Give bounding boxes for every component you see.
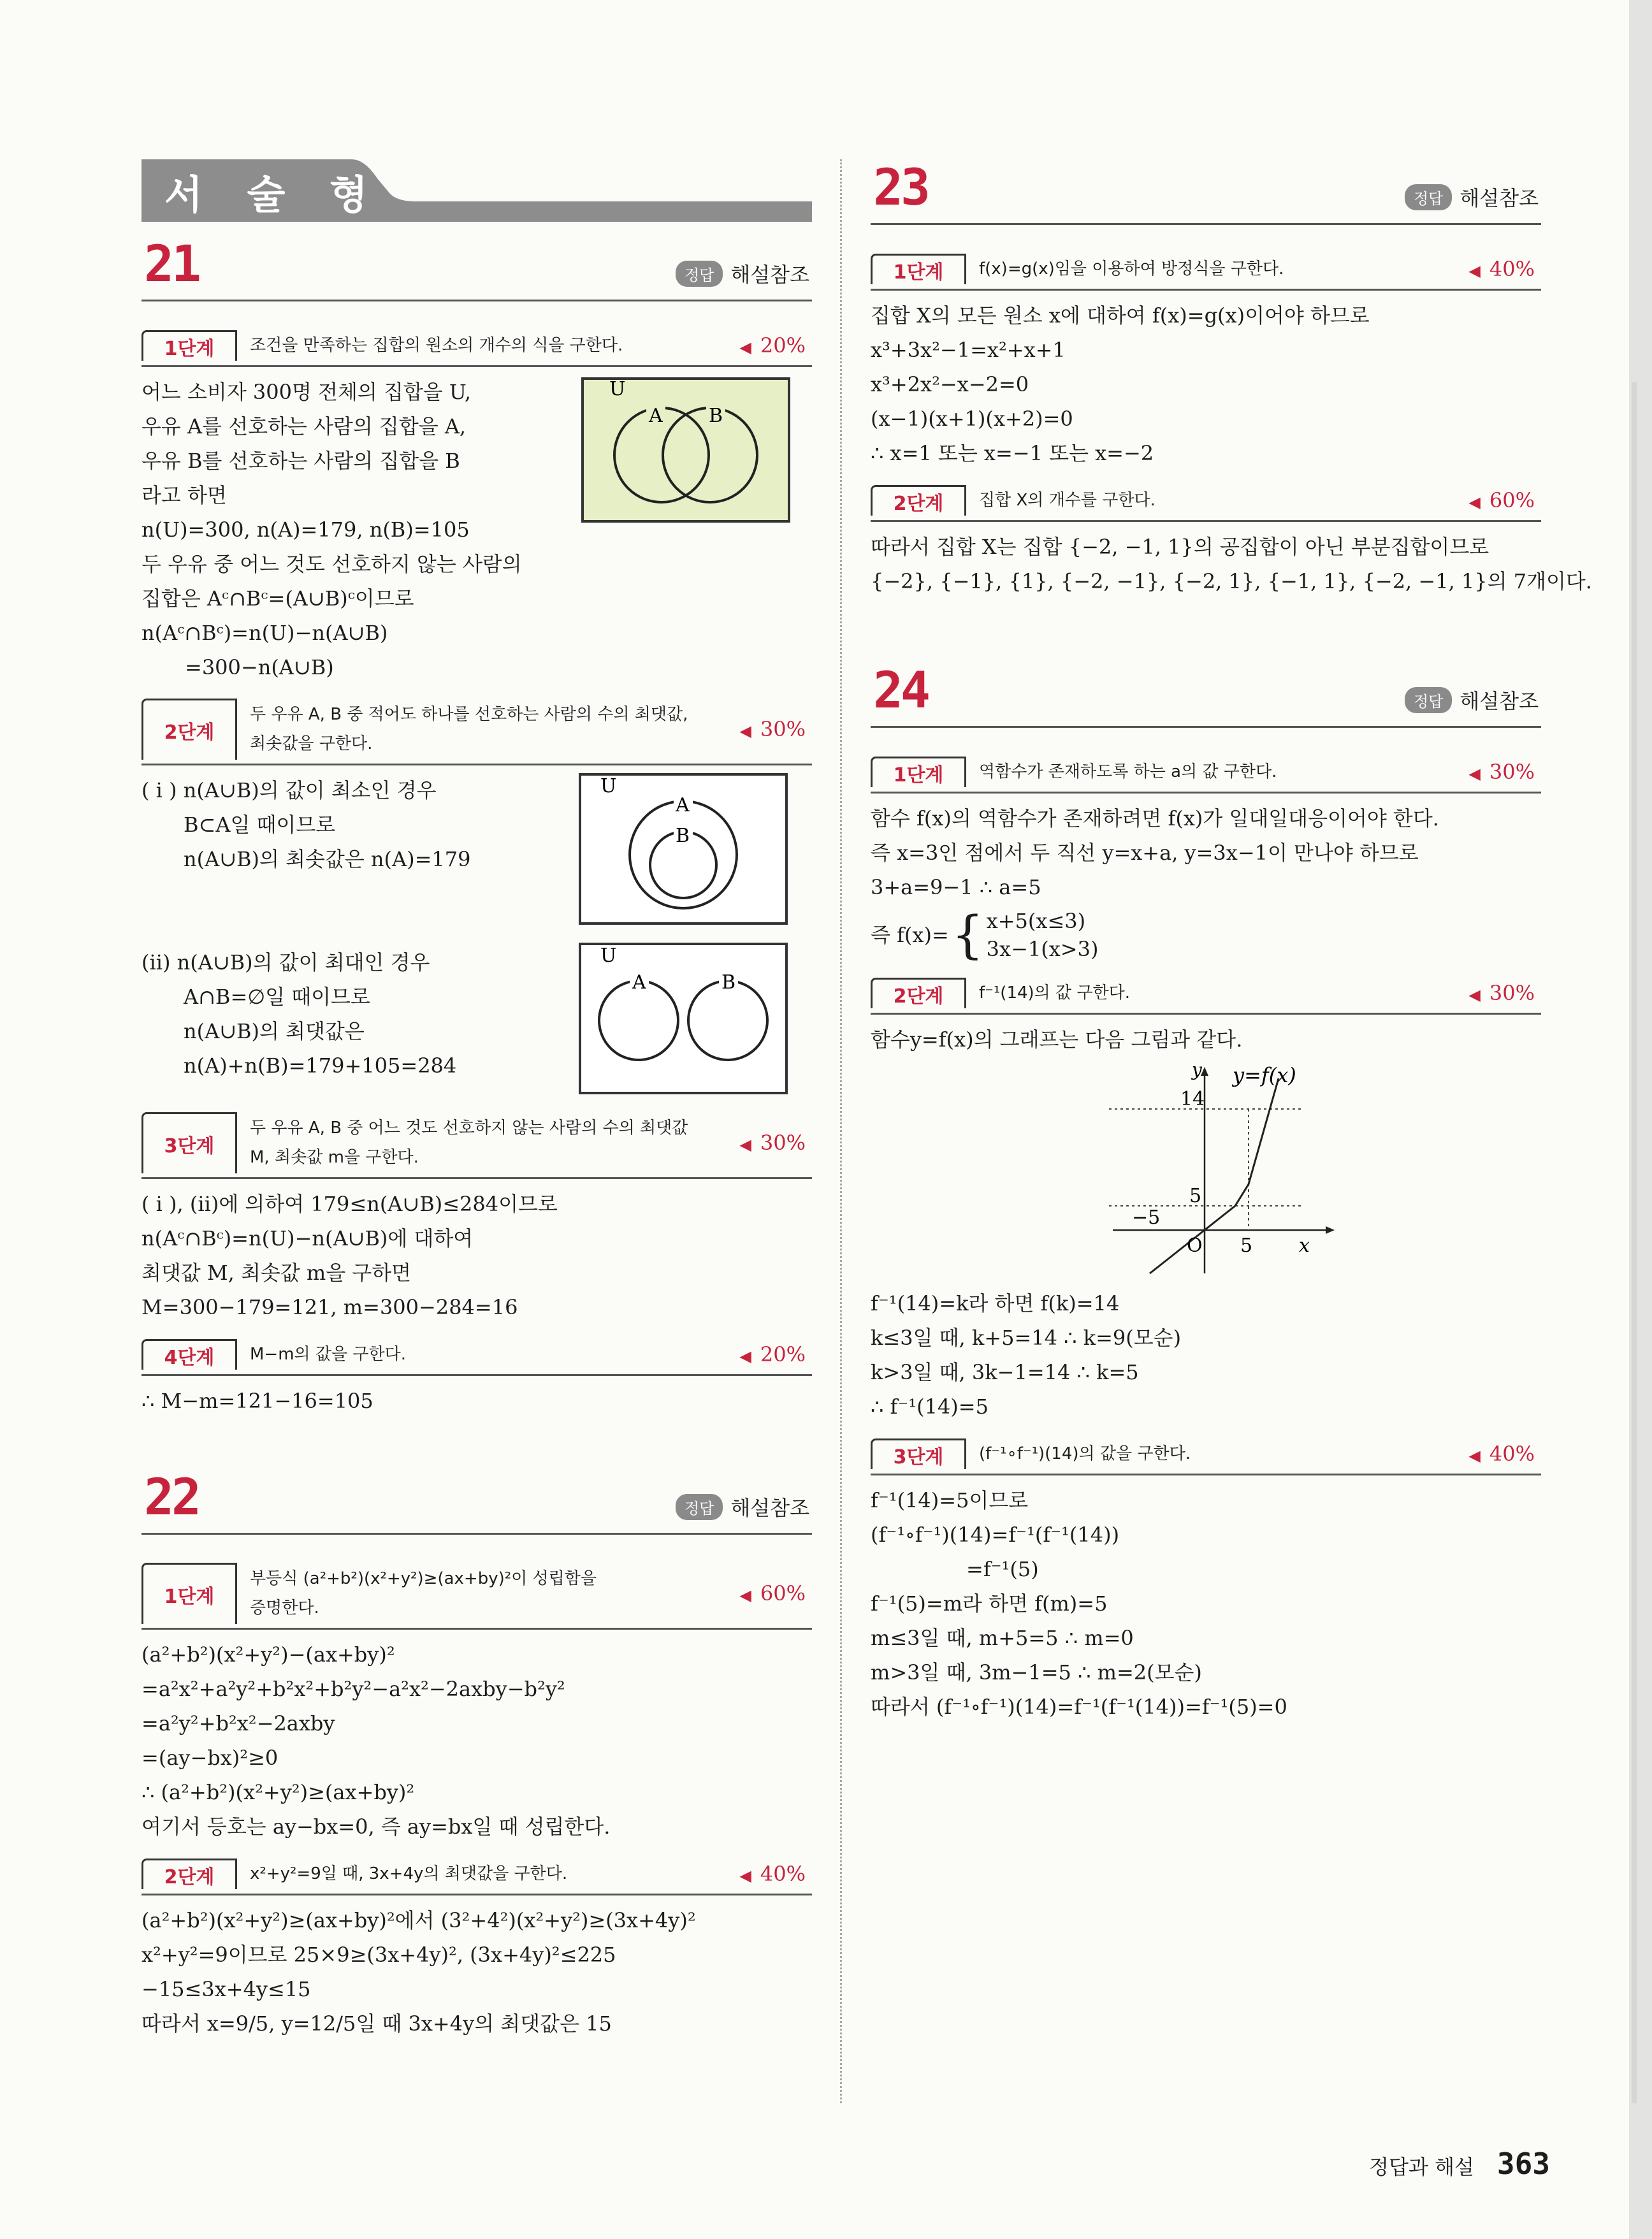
graph-svg xyxy=(871,1063,1541,1280)
venn-diagram-disjoint xyxy=(579,943,788,1094)
step-percent: ◀ 60% xyxy=(1468,488,1535,512)
triangle-icon: ◀ xyxy=(1468,1447,1481,1465)
step-header xyxy=(871,1438,1541,1475)
text-line: 어느 소비자 300명 전체의 집합을 U, xyxy=(141,380,472,404)
step-badge: 2단계 xyxy=(871,978,966,1008)
problem-number: 22 xyxy=(144,1469,199,1526)
piecewise-case: x+5(x≤3) xyxy=(986,909,1086,933)
step-percent: ◀ 20% xyxy=(739,333,806,358)
case-1-block xyxy=(141,773,812,945)
page-number: 363 xyxy=(1496,2147,1550,2181)
function-graph xyxy=(871,1063,1541,1282)
triangle-icon: ◀ xyxy=(739,1136,751,1154)
answer-text: 해설참조 xyxy=(730,1496,809,1520)
step-header xyxy=(141,330,812,367)
step-badge: 1단계 xyxy=(871,254,966,284)
answer-label xyxy=(676,1492,809,1521)
step-header xyxy=(871,253,1541,291)
origin-label: O xyxy=(1187,1235,1203,1257)
text-line: k>3일 때, 3k−1=14 ∴ k=5 xyxy=(871,1360,1139,1384)
triangle-icon: ◀ xyxy=(739,1586,751,1604)
step-description-line: 두 우유 A, B 중 적어도 하나를 선호하는 사람의 수의 최댓값, xyxy=(250,705,688,724)
step-description: 조건을 만족하는 집합의 원소의 개수의 식을 구한다. xyxy=(250,336,623,355)
step-badge: 2단계 xyxy=(141,699,237,760)
text-line: ∴ (a²+b²)(x²+y²)≥(ax+by)² xyxy=(141,1780,415,1804)
step-badge: 3단계 xyxy=(871,1438,966,1469)
step-description-line: M, 최솟값 m을 구한다. xyxy=(250,1148,419,1167)
triangle-icon: ◀ xyxy=(739,722,751,740)
piecewise-prefix: 즉 f(x)= xyxy=(871,923,949,947)
text-line: 여기서 등호는 ay−bx=0, 즉 ay=bx일 때 성립한다. xyxy=(141,1815,611,1839)
triangle-icon: ◀ xyxy=(1468,986,1481,1004)
text-line: 집합은 Aᶜ∩Bᶜ=(A∪B)ᶜ이므로 xyxy=(141,586,414,611)
answer-badge: 정답 xyxy=(1405,687,1452,713)
step-percent: ◀ 30% xyxy=(739,1131,806,1155)
step-description xyxy=(237,1113,739,1172)
step-badge: 2단계 xyxy=(871,485,966,516)
text-line: 우유 B를 선호하는 사람의 집합을 B xyxy=(141,449,460,473)
step-badge: 1단계 xyxy=(871,757,966,787)
answer-badge: 정답 xyxy=(676,261,723,287)
text-line: m>3일 때, 3m−1=5 ∴ m=2(모순) xyxy=(871,1660,1202,1685)
text-line: n(Aᶜ∩Bᶜ)=n(U)−n(A∪B) xyxy=(141,621,388,645)
graph-curve xyxy=(1150,1078,1279,1273)
answer-text: 해설참조 xyxy=(730,263,809,287)
problem-number: 23 xyxy=(873,159,928,217)
tick-label-x5: 5 xyxy=(1240,1235,1253,1257)
text-line: 함수y=f(x)의 그래프는 다음 그림과 같다. xyxy=(871,1027,1243,1052)
step-badge: 4단계 xyxy=(141,1339,237,1370)
text-line: m≤3일 때, m+5=5 ∴ m=0 xyxy=(871,1626,1134,1650)
answer-label xyxy=(1405,685,1539,714)
step-percent: ◀ 40% xyxy=(1468,1442,1535,1466)
step-header xyxy=(871,484,1541,522)
step-badge: 2단계 xyxy=(141,1859,237,1889)
triangle-icon: ◀ xyxy=(739,338,751,356)
answer-label xyxy=(1405,182,1539,212)
step-description xyxy=(237,700,739,758)
text-line: 집합 X의 모든 원소 x에 대하여 f(x)=g(x)이어야 하므로 xyxy=(871,303,1370,328)
text-line: 최댓값 M, 최솟값 m을 구하면 xyxy=(141,1261,412,1285)
venn-label-u: U xyxy=(600,945,617,967)
x-axis-arrow xyxy=(1326,1226,1335,1234)
text-line: =a²x²+a²y²+b²x²+b²y²−a²x²−2axby−b²y² xyxy=(141,1677,565,1701)
text-line: n(A)+n(B)=179+105=284 xyxy=(184,1054,457,1078)
text-line: (x−1)(x+1)(x+2)=0 xyxy=(871,407,1073,431)
step-description-line: 두 우유 A, B 중 어느 것도 선호하지 않는 사람의 수의 최댓값 xyxy=(250,1119,688,1138)
step-header xyxy=(141,1338,812,1376)
step-badge: 3단계 xyxy=(141,1112,237,1173)
page-edge-shadow xyxy=(1632,382,1637,2103)
triangle-icon: ◀ xyxy=(739,1867,751,1885)
set-a-circle xyxy=(630,801,737,908)
step-description-line: 부등식 (a²+b²)(x²+y²)≥(ax+by)²이 성립함을 xyxy=(250,1569,597,1588)
text-line: x²+y²=9이므로 25×9≥(3x+4y)², (3x+4y)²≤225 xyxy=(141,1943,616,1967)
text-line: (a²+b²)(x²+y²)−(ax+by)² xyxy=(141,1642,395,1667)
text-line: 라고 하면 xyxy=(141,483,227,507)
step-badge: 1단계 xyxy=(141,330,237,361)
step-header xyxy=(141,1563,812,1630)
step-percent: ◀ 30% xyxy=(1468,760,1535,784)
left-column xyxy=(141,159,812,2041)
step-percent: ◀ 60% xyxy=(739,1581,806,1605)
venn-label-a: A xyxy=(632,971,646,994)
text-line: x³+2x²−x−2=0 xyxy=(871,372,1029,396)
text-line: n(U)=300, n(A)=179, n(B)=105 xyxy=(141,518,470,542)
step-header xyxy=(141,699,812,765)
text-line: A∩B=∅일 때이므로 xyxy=(184,985,370,1009)
venn-label-u: U xyxy=(609,380,626,400)
text-line: B⊂A일 때이므로 xyxy=(184,813,336,837)
piecewise-case: 3x−1(x>3) xyxy=(986,937,1099,961)
text-line: n(A∪B)의 최솟값은 n(A)=179 xyxy=(184,847,471,871)
answer-badge: 정답 xyxy=(1405,184,1452,210)
step-header xyxy=(141,1858,812,1895)
venn-label-b: B xyxy=(709,405,723,427)
text-line: ∴ M−m=121−16=105 xyxy=(141,1389,373,1413)
step-percent: ◀ 30% xyxy=(739,717,806,741)
problem-number: 24 xyxy=(873,662,928,720)
answer-text: 해설참조 xyxy=(1460,186,1539,210)
triangle-icon: ◀ xyxy=(1468,262,1481,280)
text-line: n(Aᶜ∩Bᶜ)=n(U)−n(A∪B)에 대하여 xyxy=(141,1226,474,1250)
text-line: ( i ), (ii)에 의하여 179≤n(A∪B)≤284이므로 xyxy=(141,1192,558,1216)
tick-label-xm5: −5 xyxy=(1132,1206,1161,1229)
step-header xyxy=(871,977,1541,1015)
step-description: M−m의 값을 구한다. xyxy=(250,1345,407,1364)
x-axis-label: x xyxy=(1299,1235,1310,1257)
text-line: 따라서 x=9/5, y=12/5일 때 3x+4y의 최댓값은 15 xyxy=(141,2011,612,2036)
venn-diagram-overlap xyxy=(581,377,790,523)
step-badge: 1단계 xyxy=(141,1563,237,1624)
tick-label-y14: 14 xyxy=(1180,1088,1205,1110)
step-percent: ◀ 30% xyxy=(1468,981,1535,1005)
step-description: 집합 X의 개수를 구한다. xyxy=(979,491,1156,510)
venn-label-a: A xyxy=(649,405,663,427)
text-line: ∴ x=1 또는 x=−1 또는 x=−2 xyxy=(871,441,1154,465)
text-line: k≤3일 때, k+5=14 ∴ k=9(모순) xyxy=(871,1326,1182,1350)
text-line: =a²y²+b²x²−2axby xyxy=(141,1711,335,1735)
step-percent: ◀ 40% xyxy=(739,1862,806,1886)
answer-text: 해설참조 xyxy=(1460,689,1539,713)
step-percent: ◀ 40% xyxy=(1468,257,1535,281)
step-header xyxy=(141,1112,812,1179)
text-line: 즉 x=3인 점에서 두 직선 y=x+a, y=3x−1이 만나야 하므로 xyxy=(871,841,1419,865)
step-description: x²+y²=9일 때, 3x+4y의 최댓값을 구한다. xyxy=(250,1864,568,1883)
text-line: =(ay−bx)²≥0 xyxy=(141,1746,279,1770)
step-description: (f⁻¹∘f⁻¹)(14)의 값을 구한다. xyxy=(979,1444,1191,1463)
brace: { xyxy=(951,905,984,964)
step-description xyxy=(237,1564,739,1623)
right-column xyxy=(871,159,1592,1724)
triangle-icon: ◀ xyxy=(739,1347,751,1365)
problem-21-step1-body xyxy=(141,375,812,685)
text-line: (f⁻¹∘f⁻¹)(14)=f⁻¹(f⁻¹(14)) xyxy=(871,1523,1120,1547)
venn-label-b: B xyxy=(676,825,690,847)
text-line: n(A∪B)의 최댓값은 xyxy=(184,1019,365,1043)
text-line: 따라서 집합 X는 집합 {−2, −1, 1}의 공집합이 아닌 부분집합이므로 xyxy=(871,535,1489,559)
text-line: (ii) n(A∪B)의 값이 최대인 경우 xyxy=(141,950,430,975)
text-line: {−2}, {−1}, {1}, {−2, −1}, {−2, 1}, {−1, 1}, {−2, −1, 1}의 7개이다. xyxy=(871,569,1592,593)
text-line: =300−n(A∪B) xyxy=(185,655,334,679)
text-line: f⁻¹(14)=5이므로 xyxy=(871,1488,1029,1512)
text-line: 두 우유 중 어느 것도 선호하지 않는 사람의 xyxy=(141,552,522,576)
text-line: f⁻¹(5)=m라 하면 f(m)=5 xyxy=(871,1591,1108,1616)
problem-21-header xyxy=(141,236,812,301)
step-percent: ◀ 20% xyxy=(739,1342,806,1366)
text-line: f⁻¹(14)=k라 하면 f(k)=14 xyxy=(871,1291,1120,1315)
text-line: 따라서 (f⁻¹∘f⁻¹)(14)=f⁻¹(f⁻¹(14))=f⁻¹(5)=0 xyxy=(871,1695,1287,1719)
piecewise-definition xyxy=(871,907,1541,963)
answer-badge: 정답 xyxy=(676,1494,723,1520)
triangle-icon: ◀ xyxy=(1468,493,1481,511)
column-divider xyxy=(840,159,842,2103)
piecewise-cases xyxy=(987,907,1099,963)
y-axis-label: y xyxy=(1192,1063,1202,1080)
text-line: =f⁻¹(5) xyxy=(966,1557,1039,1581)
text-line: ( i ) n(A∪B)의 값이 최소인 경우 xyxy=(141,778,437,802)
text-line: −15≤3x+4y≤15 xyxy=(141,1977,311,2001)
section-title: 서 술 형 xyxy=(164,171,383,218)
section-banner xyxy=(141,159,812,222)
problem-23-header xyxy=(871,159,1541,225)
step-description: f(x)=g(x)임을 이용하여 방정식을 구한다. xyxy=(979,259,1284,279)
step-description-line: 증명한다. xyxy=(250,1598,319,1618)
step-header xyxy=(871,756,1541,793)
answer-label xyxy=(676,259,809,288)
footer-label: 정답과 해설 xyxy=(1369,2155,1474,2179)
text-line: ∴ f⁻¹(14)=5 xyxy=(871,1395,989,1419)
case-2-block xyxy=(141,945,812,1098)
text-line: M=300−179=121, m=300−284=16 xyxy=(141,1295,518,1319)
text-line: 3+a=9−1 ∴ a=5 xyxy=(871,875,1041,899)
step-description-line: 최솟값을 구한다. xyxy=(250,734,373,753)
tick-label-y5: 5 xyxy=(1189,1185,1202,1207)
curve-label: y=f(x) xyxy=(1233,1063,1296,1087)
problem-24-header xyxy=(871,662,1541,728)
step-description: 역함수가 존재하도록 하는 a의 값 구한다. xyxy=(979,762,1277,781)
text-line: x³+3x²−1=x²+x+1 xyxy=(871,338,1066,362)
venn-label-b: B xyxy=(721,971,736,994)
triangle-icon: ◀ xyxy=(1468,765,1481,783)
problem-number: 21 xyxy=(144,236,199,293)
problem-22-header xyxy=(141,1469,812,1535)
text-line: (a²+b²)(x²+y²)≥(ax+by)²에서 (3²+4²)(x²+y²)≥(3x+4y)² xyxy=(141,1908,696,1932)
venn-label-u: U xyxy=(600,776,617,797)
venn-label-a: A xyxy=(676,794,690,816)
step-description: f⁻¹(14)의 값 구한다. xyxy=(979,983,1131,1003)
text-line: 우유 A를 선호하는 사람의 집합을 A, xyxy=(141,414,467,438)
text-line: 함수 f(x)의 역함수가 존재하려면 f(x)가 일대일대응이어야 한다. xyxy=(871,806,1439,830)
page-footer xyxy=(1369,2147,1550,2181)
venn-diagram-subset xyxy=(579,773,788,925)
